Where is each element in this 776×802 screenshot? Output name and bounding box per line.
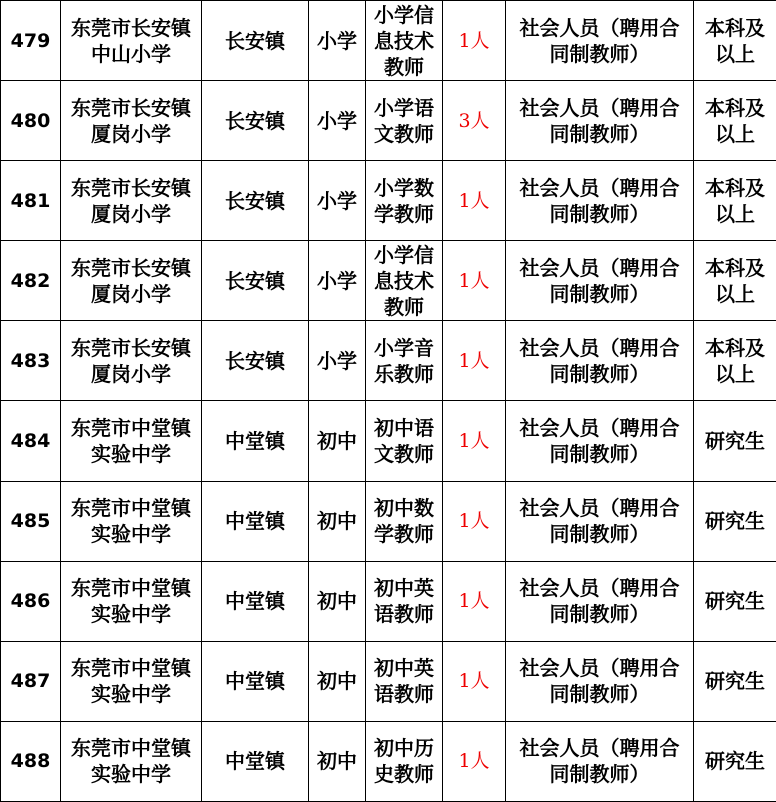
table-row: [1, 81, 776, 161]
hire-count-cell: 1人: [443, 241, 506, 321]
table-row: [1, 401, 776, 481]
school-name-cell: 东莞市长安镇 厦岗小学: [61, 81, 202, 161]
position-cell: 初中历 史教师: [366, 721, 443, 801]
school-name-cell: 东莞市中堂镇 实验中学: [61, 561, 202, 641]
table-row: [1, 321, 776, 401]
recruit-target-cell: 社会人员（聘用合 同制教师）: [506, 241, 694, 321]
education-requirement-cell: 研究生: [694, 641, 776, 721]
row-number-cell: 479: [1, 1, 61, 81]
row-number-cell: 487: [1, 641, 61, 721]
school-level-cell: 小学: [309, 161, 366, 241]
recruit-target-cell: 社会人员（聘用合 同制教师）: [506, 321, 694, 401]
table-row: [1, 641, 776, 721]
school-level-cell: 初中: [309, 561, 366, 641]
school-level-cell: 初中: [309, 401, 366, 481]
school-name-cell: 东莞市中堂镇 实验中学: [61, 721, 202, 801]
hire-count-cell: 1人: [443, 721, 506, 801]
table-row: [1, 241, 776, 321]
row-number-cell: 484: [1, 401, 61, 481]
education-requirement-cell: 研究生: [694, 481, 776, 561]
town-cell: 长安镇: [202, 1, 309, 81]
education-requirement-cell: 本科及 以上: [694, 1, 776, 81]
town-cell: 长安镇: [202, 241, 309, 321]
hire-count-cell: 1人: [443, 321, 506, 401]
education-requirement-cell: 本科及 以上: [694, 241, 776, 321]
position-cell: 小学数 学教师: [366, 161, 443, 241]
row-number-cell: 480: [1, 81, 61, 161]
school-name-cell: 东莞市中堂镇 实验中学: [61, 641, 202, 721]
school-name-cell: 东莞市中堂镇 实验中学: [61, 401, 202, 481]
town-cell: 长安镇: [202, 81, 309, 161]
recruit-target-cell: 社会人员（聘用合 同制教师）: [506, 161, 694, 241]
position-cell: 小学信 息技术 教师: [366, 241, 443, 321]
position-cell: 小学音 乐教师: [366, 321, 443, 401]
table-row: [1, 561, 776, 641]
town-cell: 中堂镇: [202, 721, 309, 801]
row-number-cell: 485: [1, 481, 61, 561]
position-cell: 初中英 语教师: [366, 641, 443, 721]
town-cell: 中堂镇: [202, 561, 309, 641]
recruit-target-cell: 社会人员（聘用合 同制教师）: [506, 401, 694, 481]
recruit-target-cell: 社会人员（聘用合 同制教师）: [506, 561, 694, 641]
position-cell: 初中数 学教师: [366, 481, 443, 561]
town-cell: 中堂镇: [202, 401, 309, 481]
position-cell: 小学语 文教师: [366, 81, 443, 161]
school-level-cell: 初中: [309, 641, 366, 721]
recruit-target-cell: 社会人员（聘用合 同制教师）: [506, 641, 694, 721]
hire-count-cell: 1人: [443, 161, 506, 241]
town-cell: 中堂镇: [202, 641, 309, 721]
school-name-cell: 东莞市长安镇 中山小学: [61, 1, 202, 81]
school-level-cell: 小学: [309, 241, 366, 321]
table-row: [1, 481, 776, 561]
hire-count-cell: 1人: [443, 401, 506, 481]
school-level-cell: 小学: [309, 1, 366, 81]
row-number-cell: 482: [1, 241, 61, 321]
town-cell: 长安镇: [202, 161, 309, 241]
school-name-cell: 东莞市长安镇 厦岗小学: [61, 161, 202, 241]
row-number-cell: 481: [1, 161, 61, 241]
row-number-cell: 483: [1, 321, 61, 401]
education-requirement-cell: 研究生: [694, 401, 776, 481]
school-level-cell: 小学: [309, 81, 366, 161]
table-row: [1, 161, 776, 241]
row-number-cell: 488: [1, 721, 61, 801]
education-requirement-cell: 研究生: [694, 561, 776, 641]
hire-count-cell: 1人: [443, 561, 506, 641]
education-requirement-cell: 本科及 以上: [694, 161, 776, 241]
education-requirement-cell: 本科及 以上: [694, 321, 776, 401]
table-row: [1, 1, 776, 81]
hire-count-cell: 3人: [443, 81, 506, 161]
row-number-cell: 486: [1, 561, 61, 641]
education-requirement-cell: 本科及 以上: [694, 81, 776, 161]
recruit-target-cell: 社会人员（聘用合 同制教师）: [506, 481, 694, 561]
table-body: [1, 1, 776, 802]
hire-count-cell: 1人: [443, 481, 506, 561]
town-cell: 长安镇: [202, 321, 309, 401]
hire-count-cell: 1人: [443, 1, 506, 81]
hire-count-cell: 1人: [443, 641, 506, 721]
table-row: [1, 721, 776, 801]
school-name-cell: 东莞市中堂镇 实验中学: [61, 481, 202, 561]
recruit-target-cell: 社会人员（聘用合 同制教师）: [506, 1, 694, 81]
town-cell: 中堂镇: [202, 481, 309, 561]
position-cell: 小学信 息技术 教师: [366, 1, 443, 81]
school-name-cell: 东莞市长安镇 厦岗小学: [61, 321, 202, 401]
school-name-cell: 东莞市长安镇 厦岗小学: [61, 241, 202, 321]
education-requirement-cell: 研究生: [694, 721, 776, 801]
recruit-target-cell: 社会人员（聘用合 同制教师）: [506, 721, 694, 801]
position-cell: 初中英 语教师: [366, 561, 443, 641]
school-level-cell: 小学: [309, 321, 366, 401]
position-cell: 初中语 文教师: [366, 401, 443, 481]
recruit-target-cell: 社会人员（聘用合 同制教师）: [506, 81, 694, 161]
school-level-cell: 初中: [309, 481, 366, 561]
school-level-cell: 初中: [309, 721, 366, 801]
